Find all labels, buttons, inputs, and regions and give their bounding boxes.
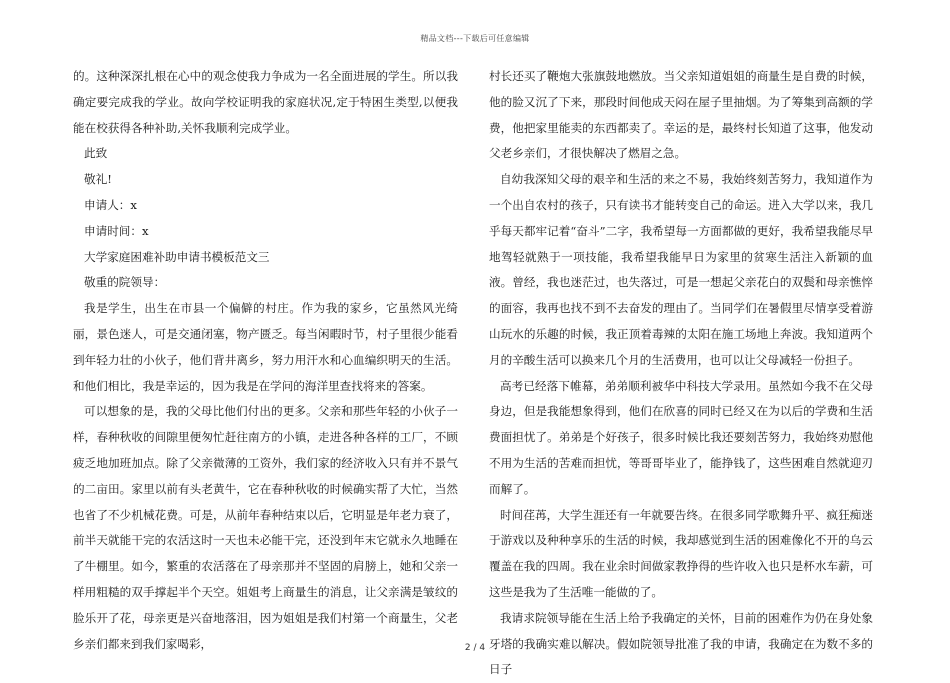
closing-line: 此致 [84, 146, 108, 161]
paragraph: 自幼我深知父母的艰辛和生活的来之不易，我始终刻苦努力，我知道作为一个出自农村的孩子，只有读书才能转变自己的命运。进入大学以来，我几乎每天都牢记着“奋斗”二字，我希望每一方面都做的更好，我希望我能尽早地驾轻就熟于一项技能，我希望我能早日为家里的贫寒生活注入新颖的血液。曾经，我也迷茫过，也失落过，可是一想起父亲花白的双鬓和母亲憔悴的面容，我再也找不到不去奋发的理由了。当同学们在暑假里尽情享受着游山玩水的乐趣的时候，我正顶着毒辣的太阳在施工场地上奔波。我知道两个月的辛酸生活可以换来几个月的生活费用，也可以让父母减轻一份担子。 [489, 172, 873, 367]
application-date-line: 申请时间：x [84, 223, 149, 238]
paragraph: 村长还买了鞭炮大张旗鼓地燃放。当父亲知道姐姐的商量生是自费的时候，他的脸又沉了下来，那段时间他成天闷在屋子里抽烟。为了筹集到高额的学费，他把家里能卖的东西都卖了。幸运的是，最终村长知道了这事，他发动父老乡亲们，才很快解决了燃眉之急。 [489, 69, 873, 161]
paragraph: 的。这种深深扎根在心中的观念使我力争成为一名全面进展的学生。所以我确定要完成我的学业。故向学校证明我的家庭状况,定于特困生类型,以便我能在校获得各种补助,关怀我顺利完成学业。 [73, 69, 458, 135]
left-column [73, 64, 458, 657]
greeting-line: 敬重的院领导： [84, 275, 166, 290]
paragraph: 可以想象的是，我的父母比他们付出的更多。父亲和那些年轻的小伙子一样，春种秋收的间隙里便匆忙赶往南方的小镇，走进各种各样的工厂，不顾疲乏地加班加点。除了父亲微薄的工资外，我们家的经济收入只有并不景气的二亩田。家里以前有头老黄牛，它在春种秋收的时候确实帮了大忙，当然也省了不少机械花费。可是，从前年春种结束以后，它明显是年老力衰了，前半天就能干完的农活这时一天也未必能干完，还没到年末它就永久地睡在了牛棚里。如今，繁重的农活落在了母亲那并不坚固的肩膀上，她和父亲一样用粗糙的双手撑起半个天空。姐姐考上商量生的消息，让父亲满是皱纹的脸乐开了花，母亲更是兴奋地落泪，因为姐姐是我们村第一个商量生，父老乡亲们都来到我们家喝彩， [73, 404, 458, 651]
paragraph: 我是学生，出生在市县一个偏僻的村庄。作为我的家乡，它虽然风光绮丽，景色迷人，可是交通闭塞，物产匮乏。每当闲暇时节，村子里很少能看到年轻力壮的小伙子，他们背井离乡，努力用汗水和心血编织明天的生活。和他们相比，我是幸运的，因为我是在学问的海洋里查找将来的答案。 [73, 301, 458, 393]
page-number: 2 / 4 [464, 643, 486, 653]
paragraph: 我请求院领导能在生活上给予我确定的关怀，目前的困难作为仍在身处象牙塔的我确实难以解决。假如院领导批准了我的申请，我确定在为数不多的日子 [489, 610, 873, 677]
right-column [489, 64, 873, 683]
paragraph: 高考已经落下帷幕，弟弟顺利被华中科技大学录用。虽然如今我不在父母身边，但是我能想象得到，他们在欣喜的同时已经又在为以后的学费和生活费面担忧了。弟弟是个好孩子，很多时候比我还要刻苦努力，我始终劝慰他不用为生活的苦难而担忧，等哥哥毕业了，能挣钱了，这些困难自然就迎刃而解了。 [489, 378, 873, 496]
page-header: 精品文档---下载后可任意编辑 [420, 34, 530, 43]
paragraph: 时间荏苒，大学生涯还有一年就要告终。在很多同学歌舞升平、疯狂痴迷于游戏以及种种享乐的生活的时候，我却感觉到生活的困难像化不开的乌云覆盖在我的四周。我在业余时间做家教挣得的些许收入也只是杯水车薪，可这些是我为了生活唯一能做的了。 [489, 507, 873, 599]
salutation-line: 敬礼! [84, 172, 112, 187]
section-title: 大学家庭困难补助申请书模板范文三 [84, 249, 270, 264]
applicant-line: 申请人：x [84, 197, 137, 212]
